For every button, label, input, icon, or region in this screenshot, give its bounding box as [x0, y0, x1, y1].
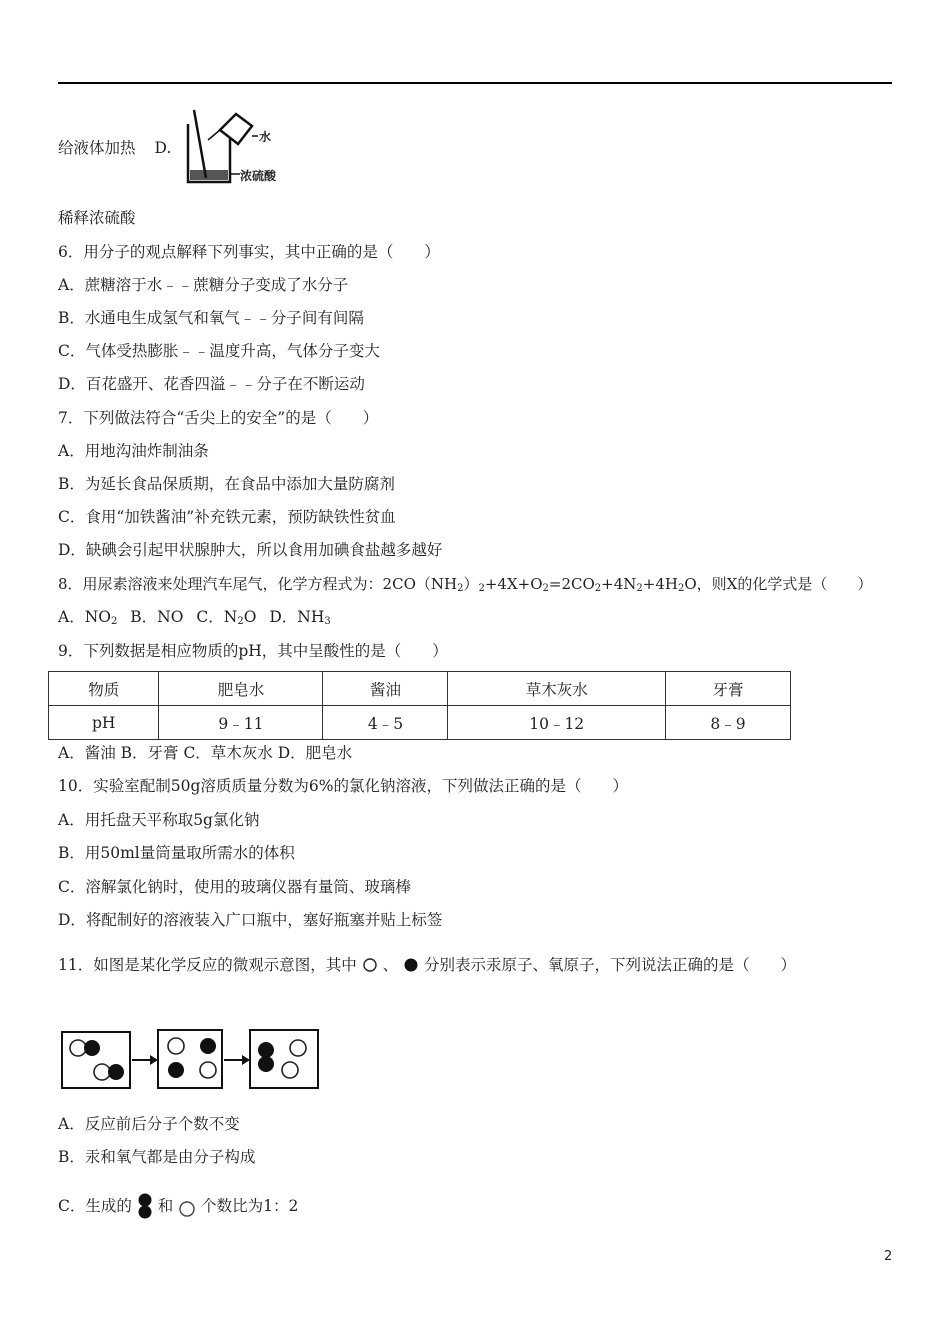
q9-options: A．酱油 B．牙膏 C．草木灰水 D．肥皂水	[58, 744, 353, 762]
q10-option-a: A．用托盘天平称取5g氯化钠	[58, 811, 260, 829]
q11-option-b: B．汞和氧气都是由分子构成	[58, 1148, 256, 1166]
table-cell: 4﹣5	[323, 706, 448, 740]
table-cell: 8﹣9	[665, 706, 790, 740]
heating-liquid-line	[58, 138, 171, 158]
q7-stem: 7．下列做法符合“舌尖上的安全”的是（ ）	[58, 409, 379, 427]
q8-option-d: D．$NH_3$	[269, 608, 331, 627]
q8-stem-post: ，则X的化学式是（ ）	[696, 575, 873, 593]
mercury-atom-icon	[362, 957, 378, 973]
q7-option-c: C．食用“加铁酱油”补充铁元素，预防缺铁性贫血	[58, 508, 396, 526]
q8-option-c: C．$N_2O$	[196, 608, 257, 627]
q6-option-c: C．气体受热膨胀﹣﹣温度升高，气体分子变大	[58, 342, 380, 360]
page-number: 2	[884, 1249, 893, 1264]
q11-option-c-post: 个数比为1：2	[201, 1197, 299, 1215]
mercury-atom-icon	[178, 1199, 196, 1217]
header-rule	[58, 82, 892, 84]
q7-option-b: B．为延长食品保质期，在食品中添加大量防腐剂	[58, 475, 395, 493]
q7-option-a: A．用地沟油炸制油条	[58, 442, 209, 460]
q10-option-d: D．将配制好的溶液装入广口瓶中，塞好瓶塞并贴上标签	[58, 911, 443, 929]
water-label: 水	[259, 130, 272, 144]
oxygen-molecule-icon	[137, 1193, 153, 1219]
q10-option-b: B．用50ml量筒量取所需水的体积	[58, 844, 295, 862]
table-cell: 9﹣11	[159, 706, 323, 740]
q8-options	[58, 607, 331, 627]
heating-liquid-text: 给液体加热	[58, 139, 136, 157]
table-cell: 牙膏	[665, 672, 790, 706]
q6-option-d: D．百花盛开、花香四溢﹣﹣分子在不断运动	[58, 375, 365, 393]
q11-stem-a: 11．如图是某化学反应的微观示意图，其中	[58, 956, 357, 974]
table-cell: 酱油	[323, 672, 448, 706]
q10-stem: 10．实验室配制50g溶质质量分数为6%的氯化钠溶液，下列做法正确的是（ ）	[58, 777, 628, 795]
acid-label: 浓硫酸	[240, 169, 277, 183]
dilute-acid-caption: 稀释浓硫酸	[58, 209, 136, 227]
table-cell: pH	[49, 706, 159, 740]
q8-equation: $2CO(NH_2)_2+4X+O_2=2CO_2+4N_2+4H_2O$	[382, 575, 697, 594]
q8-option-b: B．NO	[130, 608, 184, 626]
q11-option-c-mid: 和	[157, 1197, 174, 1215]
table-cell: 物质	[49, 672, 159, 706]
q8-option-a: A．$NO_2$	[58, 608, 118, 627]
table-row	[49, 672, 791, 706]
table-row	[49, 706, 791, 740]
q11-option-c	[58, 1193, 298, 1219]
oxygen-atom-icon	[403, 957, 419, 973]
ph-table	[48, 671, 791, 740]
table-cell: 10﹣12	[448, 706, 665, 740]
q10-option-c: C．溶解氯化钠时，使用的玻璃仪器有量筒、玻璃棒	[58, 878, 411, 896]
q11-stem-c: 分别表示汞原子、氧原子，下列说法正确的是（ ）	[424, 956, 797, 974]
q11-stem-b: 、	[382, 956, 399, 974]
q8-stem-pre: 8．用尿素溶液来处理汽车尾气，化学方程式为：	[58, 575, 383, 593]
q7-option-d: D．缺碘会引起甲状腺肿大，所以食用加碘食盐越多越好	[58, 541, 443, 559]
q6-stem: 6．用分子的观点解释下列事实，其中正确的是（ ）	[58, 243, 440, 261]
q11-stem	[58, 955, 796, 975]
q6-option-a: A．蔗糖溶于水﹣﹣蔗糖分子变成了水分子	[58, 276, 349, 294]
option-d-label: D.	[154, 139, 172, 157]
reaction-diagram	[58, 1026, 328, 1094]
q9-stem: 9．下列数据是相应物质的pH，其中呈酸性的是（ ）	[58, 642, 448, 660]
q8-stem	[58, 574, 872, 594]
table-cell: 肥皂水	[159, 672, 323, 706]
q6-option-b: B．水通电生成氢气和氧气﹣﹣分子间有间隔	[58, 309, 364, 327]
q11-option-a: A．反应前后分子个数不变	[58, 1115, 240, 1133]
q11-option-c-pre: C．生成的	[58, 1197, 132, 1215]
table-cell: 草木灰水	[448, 672, 665, 706]
